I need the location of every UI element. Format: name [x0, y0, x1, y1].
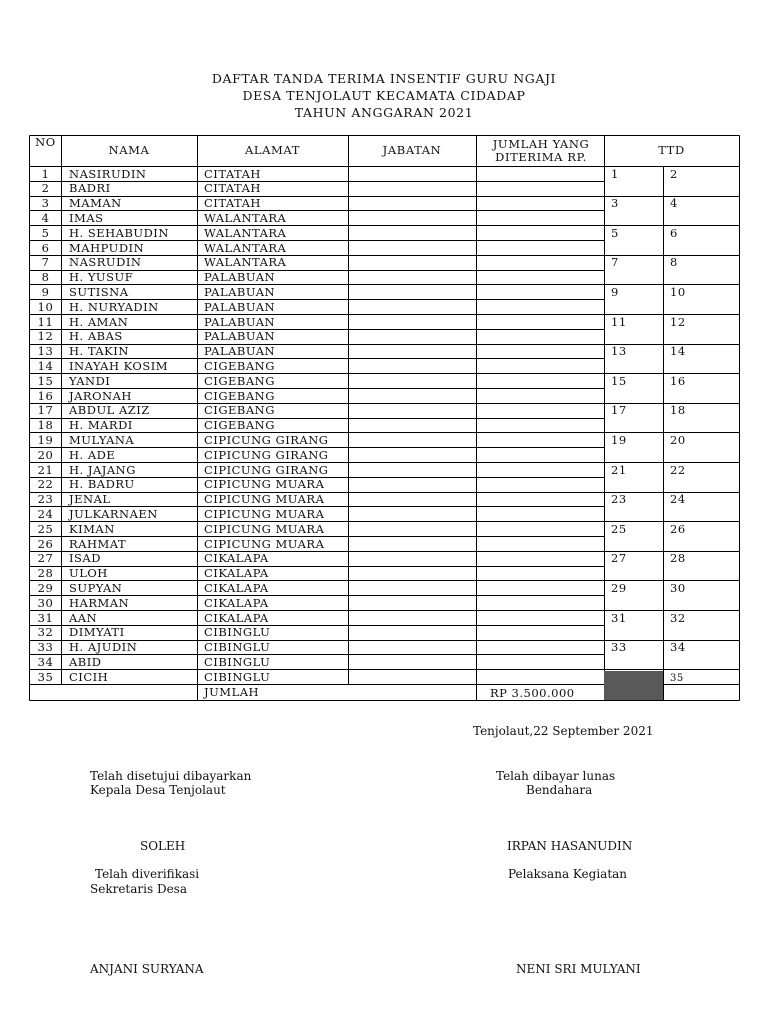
ttd-number: 3: [611, 196, 619, 211]
row-alamat: CITATAH: [204, 196, 261, 211]
row-no: 22: [37, 477, 54, 492]
row-no: 17: [37, 403, 54, 418]
row-nama: MULYANA: [69, 432, 135, 447]
row-nama: H. ABAS: [69, 329, 123, 344]
ttd-number: 1: [611, 166, 619, 181]
document-title-line3: TAHUN ANGGARAN 2021: [294, 105, 474, 120]
row-no: 8: [41, 270, 50, 285]
row-nama: MAHPUDIN: [69, 240, 145, 255]
ttd-number: 8: [670, 255, 678, 270]
row-alamat: WALANTARA: [204, 210, 287, 225]
row-no: 2: [41, 181, 50, 196]
ttd-number: 15: [611, 373, 627, 388]
ttd-number: 19: [611, 432, 627, 447]
payment-text: Telah dibayar lunas: [496, 769, 616, 783]
row-nama: H. AMAN: [69, 314, 129, 329]
row-no: 11: [37, 314, 54, 329]
row-alamat: CIGEBANG: [204, 358, 275, 373]
row-alamat: CIPICUNG MUARA: [204, 477, 325, 492]
row-no: 7: [41, 255, 50, 270]
row-nama: CICIH: [69, 669, 109, 684]
row-no: 23: [37, 492, 54, 507]
row-no: 25: [37, 521, 54, 536]
header-ttd: TTD: [658, 143, 685, 157]
row-alamat: CIKALAPA: [204, 580, 269, 595]
row-no: 32: [37, 625, 54, 640]
row-nama: H. SEHABUDIN: [69, 225, 169, 240]
ttd-number: 25: [611, 521, 627, 536]
row-no: 16: [37, 388, 54, 403]
row-nama: BADRI: [69, 181, 111, 196]
row-alamat: CIKALAPA: [204, 610, 269, 625]
row-nama: YANDI: [69, 373, 111, 388]
row-alamat: CIKALAPA: [204, 595, 269, 610]
row-alamat: CIKALAPA: [204, 551, 269, 566]
row-nama: JENAL: [69, 492, 111, 507]
ttd-number: 18: [670, 403, 686, 418]
row-nama: MAMAN: [69, 196, 122, 211]
executor-name: NENI SRI MULYANI: [516, 962, 641, 976]
ttd-number: 9: [611, 284, 619, 299]
row-no: 3: [41, 196, 50, 211]
row-alamat: CITATAH: [204, 181, 261, 196]
row-nama: SUTISNA: [69, 284, 129, 299]
row-alamat: CIGEBANG: [204, 373, 275, 388]
shaded-ttd-cell: [604, 671, 663, 700]
row-no: 6: [41, 240, 50, 255]
row-nama: H. TAKIN: [69, 344, 129, 359]
ttd-number: 2: [670, 166, 678, 181]
ttd-number: 32: [670, 610, 686, 625]
payment-role: Bendahara: [526, 783, 593, 797]
ttd-number: 7: [611, 255, 619, 270]
row-no: 15: [37, 373, 54, 388]
row-alamat: CIGEBANG: [204, 403, 275, 418]
row-no: 31: [37, 610, 54, 625]
row-alamat: CIPICUNG GIRANG: [204, 462, 329, 477]
header-no: NO: [35, 135, 56, 149]
row-alamat: PALABUAN: [204, 344, 276, 359]
row-alamat: CIBINGLU: [204, 669, 271, 684]
row-alamat: CIGEBANG: [204, 418, 275, 433]
row-nama: HARMAN: [69, 595, 130, 610]
row-nama: ABID: [69, 654, 102, 669]
row-nama: H. NURYADIN: [69, 299, 159, 314]
ttd-number: 4: [670, 196, 678, 211]
approver-name: SOLEH: [140, 839, 186, 853]
total-label: JUMLAH: [204, 685, 260, 699]
row-alamat: CIBINGLU: [204, 625, 271, 640]
row-nama: AAN: [69, 610, 98, 625]
row-no: 14: [37, 358, 54, 373]
place-date: Tenjolaut,22 September 2021: [473, 724, 654, 738]
row-no: 29: [37, 580, 54, 595]
row-nama: H. AJUDIN: [69, 640, 138, 655]
ttd-number: 17: [611, 403, 627, 418]
row-nama: ABDUL AZIZ: [69, 403, 150, 418]
row-no: 18: [37, 418, 54, 433]
secretary-name: ANJANI SURYANA: [90, 962, 204, 976]
row-alamat: PALABUAN: [204, 329, 276, 344]
row-nama: IMAS: [69, 210, 104, 225]
ttd-number: 26: [670, 521, 686, 536]
row-alamat: WALANTARA: [204, 240, 287, 255]
row-no: 19: [37, 432, 54, 447]
row-nama: ULOH: [69, 566, 108, 581]
row-nama: H. JAJANG: [69, 462, 136, 477]
ttd-number: 29: [611, 580, 627, 595]
row-nama: ISAD: [69, 551, 101, 566]
header-alamat: ALAMAT: [245, 143, 300, 157]
ttd-number: 11: [611, 314, 627, 329]
ttd-number: 31: [611, 610, 627, 625]
header-jumlah: JUMLAH YANG DITERIMA RP.: [492, 137, 590, 164]
row-nama: NASIRUDIN: [69, 166, 147, 181]
ttd-number: 16: [670, 373, 686, 388]
row-nama: JULKARNAEN: [69, 506, 158, 521]
row-no: 13: [37, 344, 54, 359]
row-alamat: CIPICUNG GIRANG: [204, 447, 329, 462]
row-no: 33: [37, 640, 54, 655]
row-nama: SUPYAN: [69, 580, 123, 595]
row-no: 34: [37, 654, 54, 669]
row-alamat: CIPICUNG MUARA: [204, 492, 325, 507]
verification-text: Telah diverifikasi: [95, 867, 200, 881]
row-nama: RAHMAT: [69, 536, 127, 551]
row-no: 9: [41, 284, 50, 299]
row-no: 4: [41, 210, 50, 225]
document-title-line1: DAFTAR TANDA TERIMA INSENTIF GURU NGAJI: [211, 71, 557, 86]
ttd-number: 10: [670, 284, 686, 299]
ttd-number: 34: [670, 640, 686, 655]
ttd-number: 14: [670, 344, 686, 359]
ttd-number: 22: [670, 462, 686, 477]
header-jabatan: JABATAN: [382, 143, 442, 157]
ttd-number: 12: [670, 314, 686, 329]
approval-text: Telah disetujui dibayarkan: [90, 769, 252, 783]
row-no: 1: [41, 166, 50, 181]
row-nama: H. MARDI: [69, 418, 133, 433]
row-no: 30: [37, 595, 54, 610]
row-no: 5: [41, 225, 50, 240]
ttd-number: 6: [670, 225, 678, 240]
row-no: 12: [37, 329, 54, 344]
row-nama: NASRUDIN: [69, 255, 142, 270]
row-alamat: CIPICUNG MUARA: [204, 536, 325, 551]
row-alamat: PALABUAN: [204, 314, 276, 329]
ttd-number: 23: [611, 492, 627, 507]
treasurer-name: IRPAN HASANUDIN: [507, 839, 633, 853]
row-nama: JARONAH: [69, 388, 132, 403]
row-nama: H. ADE: [69, 447, 116, 462]
total-value: RP 3.500.000: [490, 686, 575, 700]
header-nama: NAMA: [108, 143, 150, 157]
row-nama: INAYAH KOSIM: [69, 358, 169, 373]
ttd-number: 33: [611, 640, 627, 655]
row-no: 10: [37, 299, 54, 314]
ttd-number: 20: [670, 432, 686, 447]
verification-role: Sekretaris Desa: [90, 882, 187, 896]
row-alamat: PALABUAN: [204, 299, 276, 314]
row-nama: KIMAN: [69, 521, 115, 536]
row-nama: DIMYATI: [69, 625, 125, 640]
row-alamat: CIPICUNG MUARA: [204, 521, 325, 536]
row-alamat: PALABUAN: [204, 270, 276, 285]
row-alamat: CITATAH: [204, 166, 261, 181]
row-alamat: CIBINGLU: [204, 654, 271, 669]
row-no: 20: [37, 447, 54, 462]
row-no: 24: [37, 506, 54, 521]
ttd-number: 35: [670, 673, 684, 684]
ttd-number: 13: [611, 344, 627, 359]
row-no: 21: [37, 462, 54, 477]
executor-role: Pelaksana Kegiatan: [508, 867, 628, 881]
ttd-number: 5: [611, 225, 619, 240]
row-alamat: PALABUAN: [204, 284, 276, 299]
row-no: 28: [37, 566, 54, 581]
ttd-number: 27: [611, 551, 627, 566]
row-alamat: CIGEBANG: [204, 388, 275, 403]
row-nama: H. YUSUF: [69, 270, 134, 285]
row-alamat: CIKALAPA: [204, 566, 269, 581]
row-alamat: WALANTARA: [204, 225, 287, 240]
row-alamat: WALANTARA: [204, 255, 287, 270]
row-alamat: CIBINGLU: [204, 640, 271, 655]
row-alamat: CIPICUNG MUARA: [204, 506, 325, 521]
ttd-number: 28: [670, 551, 686, 566]
row-no: 35: [37, 669, 54, 684]
approval-role: Kepala Desa Tenjolaut: [90, 783, 226, 797]
row-no: 27: [37, 551, 54, 566]
row-alamat: CIPICUNG GIRANG: [204, 432, 329, 447]
ttd-number: 21: [611, 462, 627, 477]
row-nama: H. BADRU: [69, 477, 135, 492]
document-title-line2: DESA TENJOLAUT KECAMATA CIDADAP: [242, 88, 526, 103]
ttd-number: 24: [670, 492, 686, 507]
row-no: 26: [37, 536, 54, 551]
ttd-number: 30: [670, 580, 686, 595]
